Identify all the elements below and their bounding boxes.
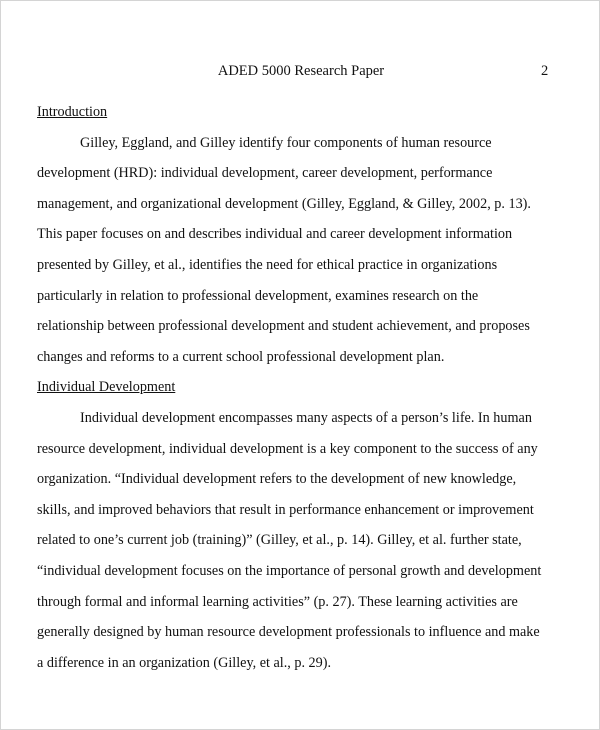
paragraph-line: “individual development focuses on the importance of personal growth and development xyxy=(37,563,542,579)
section-heading: Introduction xyxy=(37,104,108,120)
paragraph-line: resource development, individual development is a key component to the success of any xyxy=(37,440,538,457)
paragraph-line: generally designed by human resource development professionals to influence and make xyxy=(37,624,540,641)
paragraph-line: through formal and informal learning activities” (p. 27). These learning activities are xyxy=(37,593,518,610)
paragraph-line: relationship between professional development and student achievement, and proposes xyxy=(37,318,530,335)
paragraph-line: a difference in an organization (Gilley, et al., p. 29). xyxy=(37,654,332,671)
paragraph-line: Gilley, Eggland, and Gilley identify four components of human resource xyxy=(80,134,492,151)
paragraph-line: Individual development encompasses many aspects of a person’s life. In human xyxy=(80,410,532,426)
running-header: ADED 5000 Research Paper xyxy=(217,63,385,79)
paragraph-line: development (HRD): individual development, career development, performance xyxy=(37,165,493,182)
paragraph-line: organization. “Individual development refers to the development of new knowledge, xyxy=(37,471,517,488)
paragraph-line: presented by Gilley, et al., identifies the need for ethical practice in organizations xyxy=(37,257,498,273)
paragraph-line: This paper focuses on and describes individual and career development information xyxy=(37,226,513,243)
paragraph-line: particularly in relation to professional development, examines research on the xyxy=(37,287,479,304)
paragraph-line: changes and reforms to a current school professional development plan. xyxy=(37,348,445,365)
page-number: 2 xyxy=(541,63,549,79)
section-heading: Individual Development xyxy=(37,379,176,396)
paragraph-line: skills, and improved behaviors that result in performance enhancement or improvement xyxy=(37,501,534,518)
paragraph-line: management, and organizational development (Gilley, Eggland, & Gilley, 2002, p. 13). xyxy=(37,195,531,212)
paragraph-line: related to one’s current job (training)” (Gilley, et al., p. 14). Gilley, et al. further state, xyxy=(37,532,522,549)
